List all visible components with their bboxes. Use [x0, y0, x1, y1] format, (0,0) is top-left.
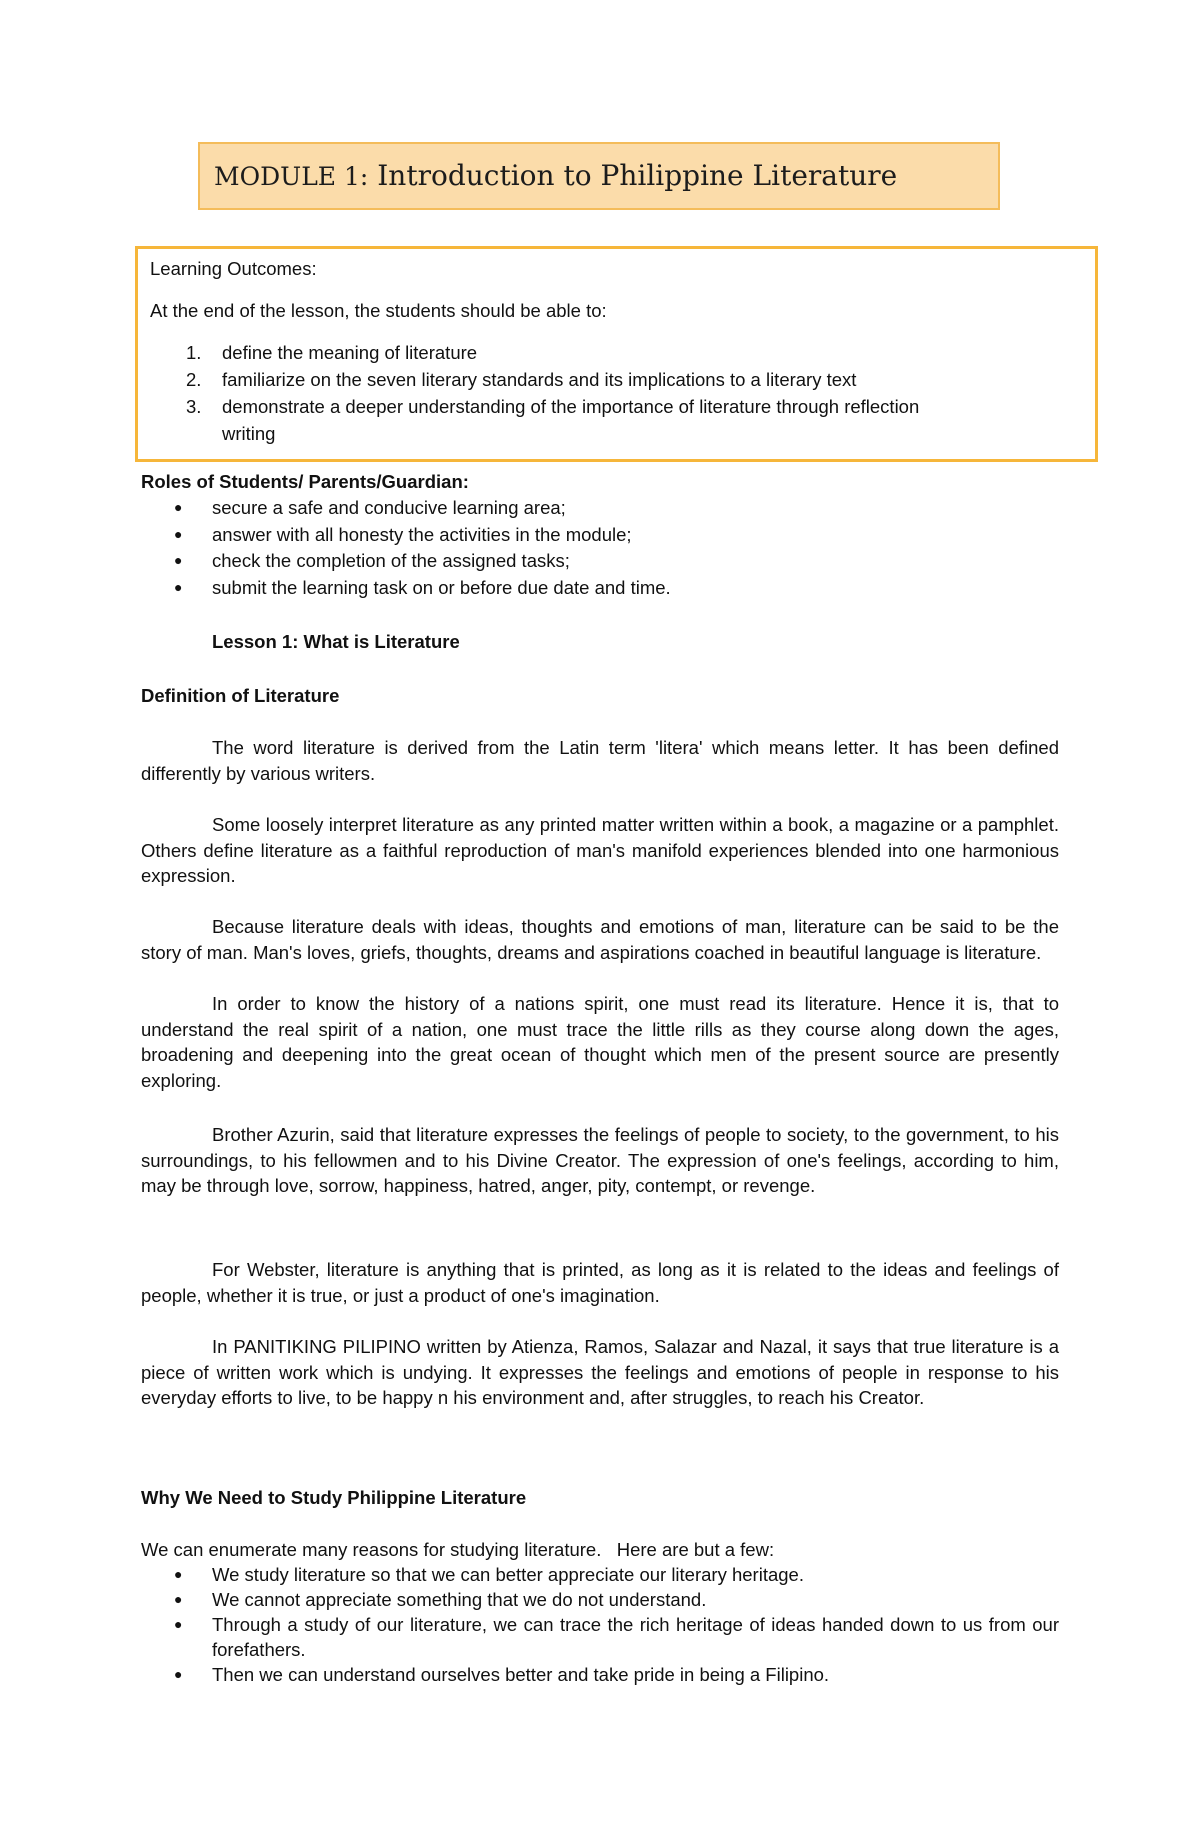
paragraph: In PANITIKING PILIPINO written by Atienza, Ramos, Salazar and Nazal, it says that true literature is a piece of written work which is undying. It expresses the feelings and emotions of people in response to his everyday efforts to live, to be happy n his environment and, after struggles, to reach his Creator.	[141, 1336, 1059, 1408]
roles-item: submit the learning task on or before due date and time.	[212, 577, 671, 598]
paragraph: In order to know the history of a nations spirit, one must read its literature. Hence it is, that to understand the real spirit of a nation, one must trace the little rills as they course along down the ages, broadening and deepening into the great ocean of thought which men of the present source are presently exploring.	[141, 993, 1059, 1091]
bullet-icon: ●	[174, 526, 183, 542]
roles-heading: Roles of Students/ Parents/Guardian:	[141, 471, 469, 492]
why-study-item: We study literature so that we can better appreciate our literary heritage.	[212, 1564, 804, 1585]
bullet-icon: ●	[174, 552, 183, 568]
why-study-item: Then we can understand ourselves better and take pride in being a Filipino.	[212, 1664, 830, 1685]
learning-outcomes-heading: Learning Outcomes:	[150, 258, 317, 279]
outcome-item: demonstrate a deeper understanding of the importance of literature through reflection	[222, 396, 920, 417]
paragraph: For Webster, literature is anything that is printed, as long as it is related to the ideas and feelings of people, whether it is true, or just a product of one's imagination.	[141, 1259, 1059, 1306]
module-title-box	[198, 142, 1000, 210]
outcome-item-continuation: writing	[222, 423, 276, 444]
why-study-intro: We can enumerate many reasons for studying literature. Here are but a few:	[141, 1539, 775, 1560]
roles-item: answer with all honesty the activities in the module;	[212, 524, 632, 545]
module-title: Introduction to Philippine Literature	[377, 159, 898, 192]
paragraph: Because literature deals with ideas, thoughts and emotions of man, literature can be said to be the story of man. Man's loves, griefs, thoughts, dreams and aspirations coached in beautiful language is literature.	[141, 916, 1059, 963]
bullet-icon: ●	[174, 1616, 183, 1632]
outcome-item: define the meaning of literature	[222, 342, 478, 363]
paragraph: The word literature is derived from the Latin term 'litera' which means letter. It has been defined differently by various writers.	[141, 737, 1059, 784]
why-study-item: We cannot appreciate something that we do not understand.	[212, 1589, 707, 1610]
roles-item: check the completion of the assigned tasks;	[212, 550, 570, 571]
bullet-icon: ●	[174, 1566, 183, 1582]
outcome-number: 1.	[186, 342, 202, 363]
bullet-icon: ●	[174, 579, 183, 595]
why-study-heading: Why We Need to Study Philippine Literature	[141, 1487, 527, 1508]
outcome-number: 3.	[186, 396, 202, 417]
definition-heading: Definition of Literature	[141, 685, 340, 706]
bullet-icon: ●	[174, 1591, 183, 1607]
module-prefix: MODULE 1:	[214, 162, 369, 191]
roles-item: secure a safe and conducive learning area;	[212, 497, 566, 518]
bullet-icon: ●	[174, 1666, 183, 1682]
paragraph: Some loosely interpret literature as any printed matter written within a book, a magazine or a pamphlet. Others define literature as a faithful reproduction of man's manifold experiences blended into one harmonious expression.	[141, 814, 1059, 886]
learning-outcomes-intro: At the end of the lesson, the students should be able to:	[150, 300, 607, 321]
bullet-icon: ●	[174, 499, 183, 515]
paragraph: Brother Azurin, said that literature expresses the feelings of people to society, to the government, to his surroundings, to his fellowmen and to his Divine Creator. The expression of one's feelings, according to him, may be through love, sorrow, happiness, hatred, anger, pity, contempt, or revenge.	[141, 1124, 1059, 1196]
why-study-item: Through a study of our literature, we can trace the rich heritage of ideas handed down to us from our forefathers.	[212, 1614, 1059, 1660]
lesson-title: Lesson 1: What is Literature	[212, 631, 460, 652]
outcome-item: familiarize on the seven literary standards and its implications to a literary text	[222, 369, 857, 390]
learning-outcomes-box	[135, 246, 1098, 462]
outcome-number: 2.	[186, 369, 202, 390]
